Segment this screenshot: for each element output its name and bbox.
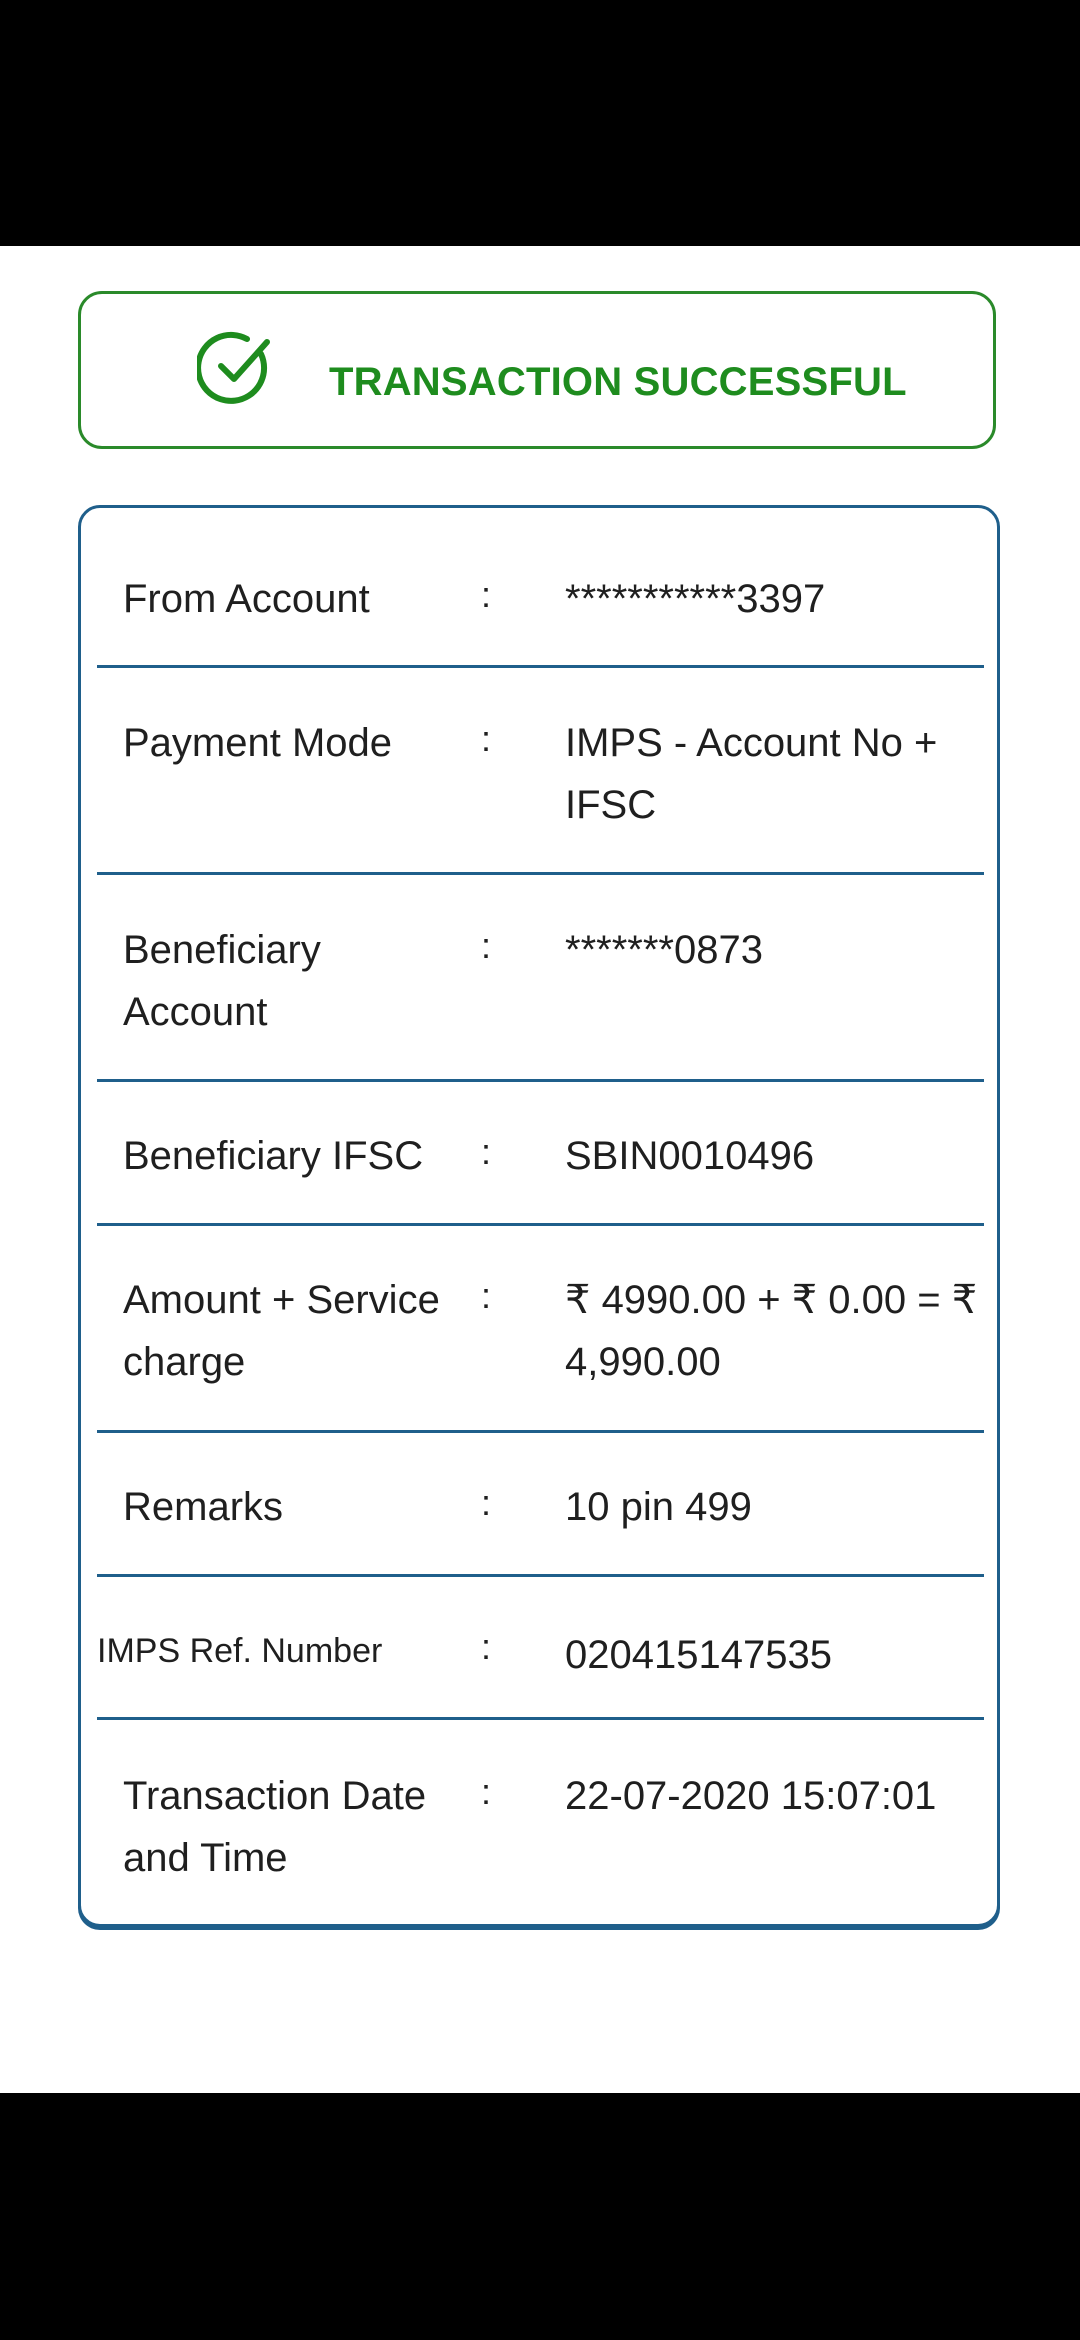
- detail-separator: :: [481, 925, 492, 966]
- detail-label: Payment Mode: [123, 721, 393, 765]
- status-message: TRANSACTION SUCCESSFUL: [329, 360, 907, 404]
- detail-label: Beneficiary Account: [123, 928, 321, 1034]
- row-divider: [97, 1430, 984, 1433]
- row-divider: [97, 665, 984, 668]
- detail-separator: :: [481, 1626, 492, 1667]
- row-divider: [97, 1079, 984, 1082]
- row-divider: [97, 1223, 984, 1226]
- detail-value: ***********3397: [565, 577, 826, 621]
- row-divider: [97, 872, 984, 875]
- detail-separator: :: [481, 718, 492, 759]
- status-bar-area: [0, 0, 1080, 246]
- detail-value: 020415147535: [565, 1633, 832, 1677]
- transaction-status-banner: [78, 291, 996, 449]
- detail-value: 22-07-2020 15:07:01: [565, 1774, 937, 1818]
- detail-separator: :: [481, 1771, 492, 1812]
- row-divider: [97, 1717, 984, 1720]
- detail-separator: :: [481, 1275, 492, 1316]
- detail-value: 10 pin 499: [565, 1485, 752, 1529]
- detail-separator: :: [481, 574, 492, 615]
- detail-label: IMPS Ref. Number: [97, 1632, 383, 1670]
- detail-value: *******0873: [565, 928, 763, 972]
- detail-separator: :: [481, 1131, 492, 1172]
- detail-label: From Account: [123, 577, 370, 621]
- navigation-bar-area: [0, 2093, 1080, 2340]
- detail-label: Beneficiary IFSC: [123, 1134, 424, 1178]
- detail-separator: :: [481, 1482, 492, 1523]
- detail-value: SBIN0010496: [565, 1134, 815, 1178]
- detail-value: IMPS - Account No + IFSC: [565, 721, 938, 827]
- transaction-details-card: [78, 505, 1000, 1927]
- detail-label: Remarks: [123, 1485, 284, 1529]
- detail-value: ₹ 4990.00 + ₹ 0.00 = ₹ 4,990.00: [565, 1278, 978, 1384]
- row-divider: [97, 1574, 984, 1577]
- check-circle-icon: [197, 328, 277, 408]
- detail-label: Transaction Date and Time: [123, 1774, 427, 1880]
- detail-label: Amount + Service charge: [123, 1278, 440, 1384]
